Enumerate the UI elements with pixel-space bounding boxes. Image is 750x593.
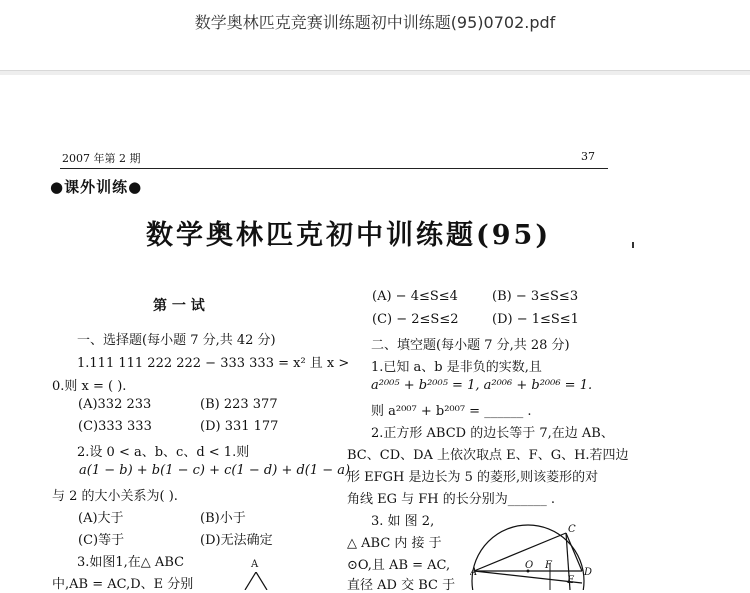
q3-line-1: 3.如图1,在△ ABC: [77, 555, 185, 570]
pdf-page: [0, 75, 748, 593]
pdf-toolbar: [0, 0, 750, 71]
q1-option-b: (B) 223 377: [200, 397, 278, 412]
section-label: ●课外训练●: [50, 178, 143, 196]
label-c: C: [568, 524, 576, 535]
f1-line-3: 则 a²⁰⁰⁷ + b²⁰⁰⁷ = ______ .: [371, 404, 532, 419]
f3-line-3: ⊙O,且 AB = AC,: [347, 558, 451, 573]
label-e: E: [567, 575, 575, 586]
chord-ab: [474, 571, 582, 583]
figure-1-triangle: [243, 572, 269, 590]
figure-2-diagram: [470, 521, 600, 590]
q2-line-2: a(1 − b) + b(1 − c) + c(1 − d) + d(1 − a): [79, 463, 351, 478]
mc-heading: 一、选择题(每小题 7 分,共 42 分): [77, 333, 276, 348]
q1-option-d: (D) 331 177: [200, 419, 279, 434]
document-title: 数学奥林匹克竞赛训练题初中训练题(95)0702.pdf: [194, 13, 556, 32]
q2-line-1: 2.设 0 < a、b、c、d < 1.则: [77, 445, 250, 460]
label-f: F: [545, 560, 552, 571]
f2-line-1: 2.正方形 ABCD 的边长等于 7,在边 AB、: [371, 426, 614, 441]
f2-line-2: BC、CD、DA 上依次取点 E、F、G、H.若四边: [347, 448, 629, 463]
figure-1-label-a: A: [251, 559, 259, 570]
margin-mark: [632, 242, 634, 248]
fill-heading: 二、填空题(每小题 7 分,共 28 分): [371, 338, 570, 353]
q1-option-c: (C)333 333: [78, 419, 152, 434]
f2-line-3: 形 EFGH 是边长为 5 的菱形,则该菱形的对: [347, 470, 599, 485]
q3-option-a: (A) − 4≤S≤4: [372, 289, 458, 304]
q3-option-c: (C) − 2≤S≤2: [372, 312, 459, 327]
f3-line-1: 3. 如 图 2,: [371, 514, 435, 529]
q3-option-b: (B) − 3≤S≤3: [492, 289, 579, 304]
f3-line-2: △ ABC 内 接 于: [347, 536, 442, 551]
q2-line-3: 与 2 的大小关系为( ).: [52, 489, 178, 504]
q2-option-c: (C)等于: [78, 533, 125, 548]
q2-option-d: (D)无法确定: [200, 533, 273, 548]
main-title: 数学奥林匹克初中训练题(95): [146, 220, 552, 251]
chord-ac: [474, 533, 566, 571]
page-number: 37: [581, 150, 595, 163]
q3-line-2: 中,AB = AC,D、E 分别: [52, 577, 194, 592]
part-title: 第 一 试: [153, 298, 205, 314]
f1-line-2: a²⁰⁰⁵ + b²⁰⁰⁵ = 1, a²⁰⁰⁶ + b²⁰⁰⁶ = 1.: [371, 378, 593, 393]
q1-option-a: (A)332 233: [78, 397, 152, 412]
q2-option-b: (B)小于: [200, 511, 246, 526]
q3-option-d: (D) − 1≤S≤1: [492, 312, 579, 327]
issue-label: 2007 年第 2 期: [62, 152, 141, 165]
label-o: O: [525, 560, 534, 571]
label-d: D: [584, 567, 593, 578]
label-a: A: [470, 567, 478, 578]
f1-line-1: 1.已知 a、b 是非负的实数,且: [371, 360, 542, 375]
q1-line-1: 1.111 111 222 222 − 333 333 = x² 且 x >: [77, 356, 350, 371]
f3-line-4: 直径 AD 交 BC 于: [347, 578, 456, 593]
q2-option-a: (A)大于: [78, 511, 124, 526]
f2-line-4: 角线 EG 与 FH 的长分别为______ .: [347, 492, 556, 507]
header-rule: [60, 168, 608, 169]
q1-line-2: 0.则 x = ( ).: [52, 379, 127, 394]
